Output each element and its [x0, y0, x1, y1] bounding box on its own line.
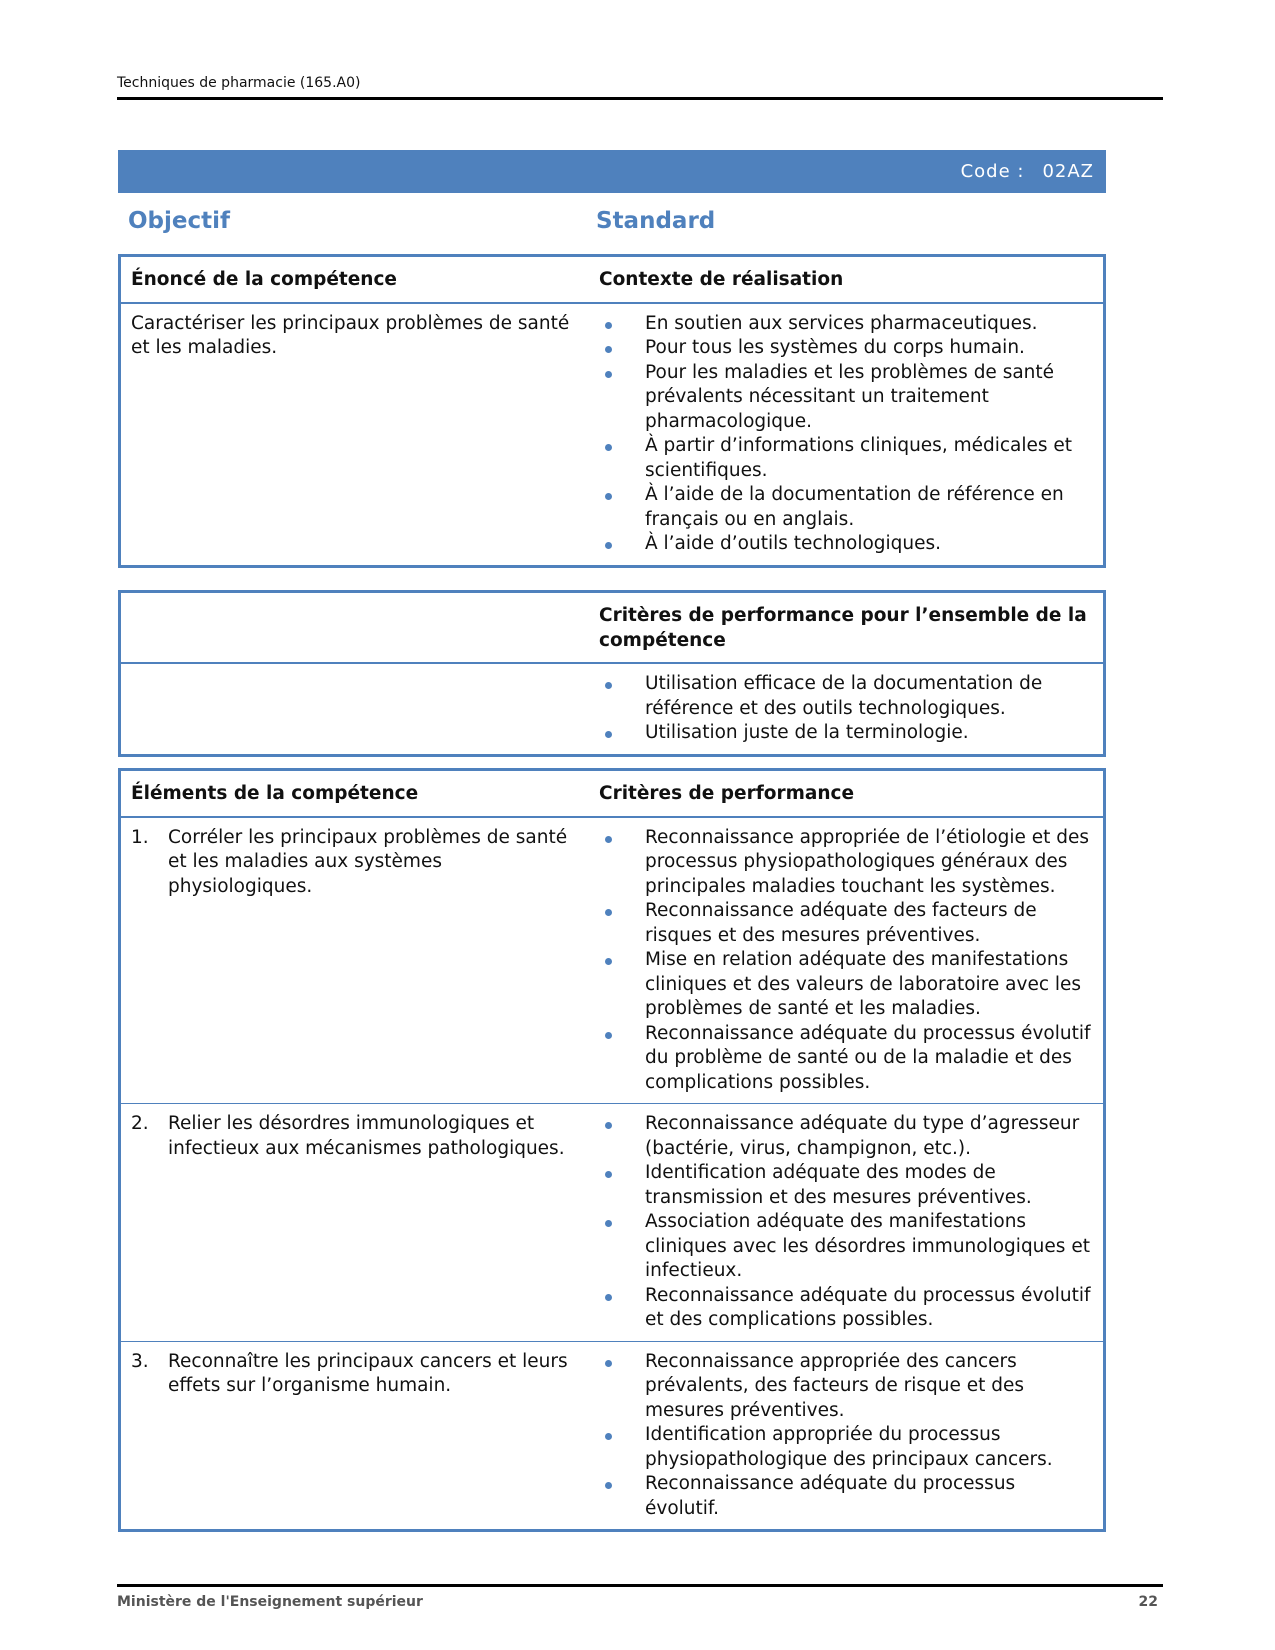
criteres-list	[599, 1112, 1093, 1333]
elements-criteres-table	[118, 768, 1106, 1532]
criteres-list	[599, 1350, 1093, 1522]
list-item: Pour tous les systèmes du corps humain.	[599, 336, 1093, 361]
list-item: Reconnaissance appropriée des cancers prévalents, des facteurs de risque et des mesures préventives.	[599, 1350, 1093, 1424]
code-bar	[118, 150, 1106, 193]
table-row	[120, 817, 1105, 1104]
contexte-header: Contexte de réalisation	[589, 256, 1105, 303]
list-item: À l’aide d’outils technologiques.	[599, 532, 1093, 557]
enonce-text: Caractériser les principaux problèmes de santé et les maladies.	[131, 312, 570, 358]
criteres-ensemble-table	[118, 590, 1106, 757]
criteres-ensemble-list	[599, 672, 1093, 746]
code-label: Code :	[960, 161, 1025, 182]
section-title-objectif: Objectif	[128, 208, 231, 234]
element-item: 1. Corréler les principaux problèmes de santé et les maladies aux systèmes physiologiques.	[131, 826, 568, 897]
list-item: Identification adéquate des modes de transmission et des mesures préventives.	[599, 1161, 1093, 1210]
list-item: À l’aide de la documentation de référence en français ou en anglais.	[599, 483, 1093, 532]
page-number: 22	[1138, 1594, 1158, 1610]
element-item: 3. Reconnaître les principaux cancers et leurs effets sur l’organisme humain.	[131, 1350, 568, 1396]
section-title-standard: Standard	[596, 208, 716, 234]
list-item: Utilisation efficace de la documentation de référence et des outils technologiques.	[599, 672, 1093, 721]
contexte-list	[599, 312, 1093, 557]
enonce-header: Énoncé de la compétence	[120, 256, 590, 303]
running-header: Techniques de pharmacie (165.A0)	[117, 75, 361, 91]
header-rule	[117, 97, 1163, 100]
list-item: Identification appropriée du processus physiopathologique des principaux cancers.	[599, 1423, 1093, 1472]
list-item: Reconnaissance adéquate des facteurs de risques et des mesures préventives.	[599, 899, 1093, 948]
criteres-header: Critères de performance	[589, 770, 1105, 817]
list-item: Reconnaissance appropriée de l’étiologie et des processus physiopathologiques généraux des principales maladies touchant les systèmes.	[599, 826, 1093, 900]
elements-header: Éléments de la compétence	[120, 770, 590, 817]
footer-ministry: Ministère de l'Enseignement supérieur	[117, 1594, 423, 1610]
list-item: Reconnaissance adéquate du processus évolutif du problème de santé ou de la maladie et des complications possibles.	[599, 1022, 1093, 1096]
table-row	[120, 1104, 1105, 1342]
footer-rule	[117, 1584, 1163, 1587]
list-item: Mise en relation adéquate des manifestations cliniques et des valeurs de laboratoire avec les problèmes de santé et les maladies.	[599, 948, 1093, 1022]
criteres-list	[599, 826, 1093, 1096]
criteres-ensemble-header: Critères de performance pour l’ensemble de la compétence	[589, 592, 1105, 664]
table-row	[120, 1341, 1105, 1531]
element-item: 2. Relier les désordres immunologiques et infectieux aux mécanismes pathologiques.	[131, 1113, 565, 1159]
list-item: Reconnaissance adéquate du processus évolutif et des complications possibles.	[599, 1284, 1093, 1333]
enonce-contexte-table	[118, 254, 1106, 568]
list-item: Utilisation juste de la terminologie.	[599, 721, 1093, 746]
list-item: À partir d’informations cliniques, médicales et scientifiques.	[599, 434, 1093, 483]
list-item: Pour les maladies et les problèmes de santé prévalents nécessitant un traitement pharmacologique.	[599, 361, 1093, 435]
list-item: En soutien aux services pharmaceutiques.	[599, 312, 1093, 337]
list-item: Reconnaissance adéquate du processus évolutif.	[599, 1472, 1093, 1521]
code-value: 02AZ	[1042, 161, 1094, 182]
list-item: Reconnaissance adéquate du type d’agresseur (bactérie, virus, champignon, etc.).	[599, 1112, 1093, 1161]
list-item: Association adéquate des manifestations cliniques avec les désordres immunologiques et infectieux.	[599, 1210, 1093, 1284]
